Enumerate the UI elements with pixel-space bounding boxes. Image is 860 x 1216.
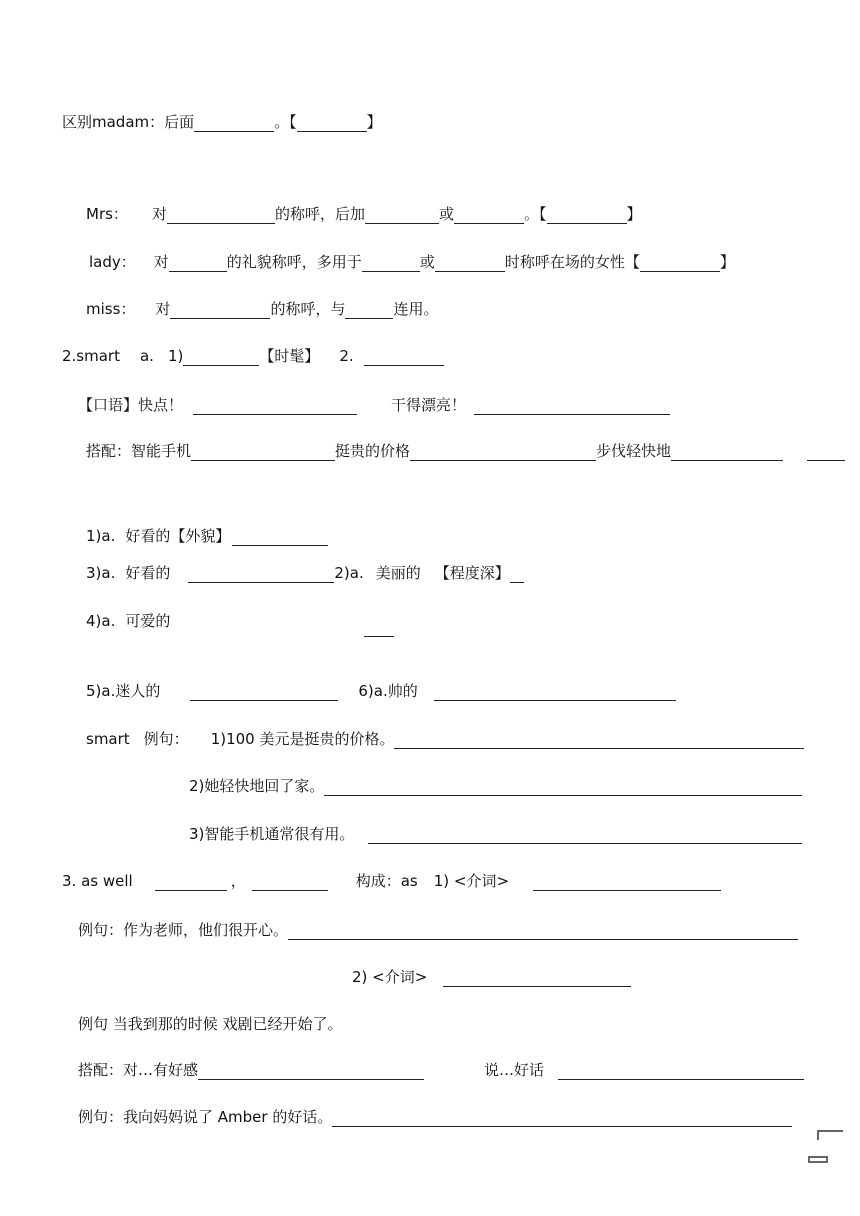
as-example-2-line (78, 1014, 343, 1034)
smart-example-2-line (189, 776, 802, 796)
lady-text-4: 时称呼在场的女性【 (504, 253, 640, 271)
smart-heading: 2.smart (62, 347, 120, 365)
lady-text-2: 的礼貌称呼，多用于 (226, 253, 362, 271)
smart-example-3-text: 3)智能手机通常很有用。 (189, 825, 355, 843)
mrs-blank-2[interactable] (365, 206, 439, 224)
smart-example-3-blank[interactable] (368, 826, 802, 844)
as-well-comma: ， (230, 872, 246, 890)
smart-example-3-line (189, 824, 802, 844)
meaning-2-text: 美丽的 (375, 564, 421, 582)
smart-example-1-text: 1)100 美元是挺贵的价格。 (210, 730, 395, 748)
smart-example-2-blank[interactable] (324, 778, 802, 796)
mrs-line (86, 204, 642, 224)
speak-collocation-2: 说…好话 (484, 1061, 545, 1079)
meaning-4-line (86, 611, 394, 631)
mrs-text-2: 的称呼，后加 (274, 205, 365, 223)
meaning-2-note: 【程度深】 (434, 564, 510, 582)
smart-heading-line (62, 346, 444, 366)
meaning-3-num: 3)a. (86, 564, 116, 582)
smart-example-1-line (86, 729, 804, 749)
madam-blank-1[interactable] (194, 114, 274, 132)
meaning-1-num: 1)a. (86, 527, 116, 545)
speak-collocation-1: 搭配：对…有好感 (78, 1061, 199, 1079)
collocation-blank-3[interactable] (671, 443, 783, 461)
miss-label: miss： (86, 300, 136, 318)
lady-text-5: 】 (719, 253, 735, 271)
as-example-1-text: 例句：作为老师，他们很开心。 (78, 921, 289, 939)
miss-line (86, 299, 438, 319)
collocation-blank-1[interactable] (191, 443, 335, 461)
speak-collocation-line (78, 1060, 804, 1080)
as-prep-1: 1) <介词> (433, 872, 510, 890)
lady-label: lady： (89, 253, 136, 271)
collocation-text-3: 步伐轻快地 (596, 442, 672, 460)
as-well-blank-2[interactable] (252, 873, 328, 891)
speak-example-text: 例句：我向妈妈说了 Amber 的好话。 (78, 1108, 333, 1126)
meaning-4-num: 4)a. (86, 612, 116, 630)
spoken-blank-2[interactable] (474, 397, 670, 415)
as-well-heading: 3. as well (62, 872, 133, 890)
lady-blank-3[interactable] (435, 254, 505, 272)
madam-label: 区别madam：后面 (62, 113, 195, 131)
meaning-4-text: 可爱的 (125, 612, 171, 630)
miss-text-1: 对 (155, 300, 171, 318)
meaning-2-num: 2)a. (334, 564, 364, 582)
smart-sense-1-num: 1) (167, 347, 184, 365)
collocation-blank-2[interactable] (410, 443, 596, 461)
lady-text-3: 或 (419, 253, 435, 271)
collocation-blank-4[interactable] (807, 443, 845, 461)
mrs-text-5: 】 (626, 205, 642, 223)
mrs-text-4: 。【 (523, 205, 547, 223)
meaning-1-line (86, 526, 328, 546)
meaning-1-blank[interactable] (232, 528, 328, 546)
collocation-label: 搭配：智能手机 (86, 442, 192, 460)
mrs-blank-4[interactable] (547, 206, 627, 224)
corner-mark-top (817, 1130, 843, 1140)
meaning-4-blank[interactable] (364, 619, 394, 637)
miss-text-3: 连用。 (393, 300, 439, 318)
meaning-5-line (86, 681, 676, 701)
collocation-line (86, 441, 845, 461)
as-well-line (62, 871, 721, 891)
smart-example-label: 例句： (143, 730, 189, 748)
collocation-text-2: 挺贵的价格 (335, 442, 411, 460)
madam-line (62, 112, 382, 132)
speak-example-blank[interactable] (332, 1109, 792, 1127)
meaning-3-text: 好看的 (125, 564, 171, 582)
smart-sense-1-blank[interactable] (183, 348, 259, 366)
madam-bracket-close: 】 (366, 113, 382, 131)
meaning-5-blank[interactable] (190, 683, 338, 701)
as-example-1-blank[interactable] (288, 922, 798, 940)
meaning-3-line (86, 563, 524, 583)
smart-example-1-blank[interactable] (394, 731, 804, 749)
lady-blank-1[interactable] (169, 254, 227, 272)
mrs-text-1: 对 (151, 205, 167, 223)
mrs-blank-1[interactable] (167, 206, 275, 224)
smart-example-word: smart (86, 730, 130, 748)
speak-collocation-blank-1[interactable] (198, 1062, 424, 1080)
speak-collocation-blank-2[interactable] (558, 1062, 804, 1080)
as-well-blank-1[interactable] (155, 873, 227, 891)
corner-mark-bottom (808, 1156, 828, 1163)
meaning-1-text: 好看的【外貌】 (125, 527, 231, 545)
as-structure: 构成：as (355, 872, 418, 890)
madam-bracket-open: 。【 (274, 113, 297, 131)
as-prep-2-blank[interactable] (443, 969, 631, 987)
madam-blank-2[interactable] (297, 114, 367, 132)
smart-sense-2-blank[interactable] (364, 348, 444, 366)
miss-blank-1[interactable] (170, 301, 270, 319)
miss-blank-2[interactable] (345, 301, 393, 319)
spoken-well-done: 干得漂亮！ (391, 396, 467, 414)
lady-line (89, 252, 735, 272)
speak-example-line (78, 1107, 792, 1127)
lady-blank-2[interactable] (362, 254, 420, 272)
mrs-label: Mrs： (86, 205, 128, 223)
meaning-5-text: 5)a.迷人的 (86, 682, 161, 700)
spoken-hurry: 【口语】快点！ (78, 396, 184, 414)
smart-example-2-text: 2)她轻快地回了家。 (189, 777, 325, 795)
mrs-text-3: 或 (438, 205, 454, 223)
smart-sense-2-num: 2. (339, 347, 354, 365)
as-prep-2: 2) <介词> (352, 968, 428, 986)
lady-blank-4[interactable] (640, 254, 720, 272)
mrs-blank-3[interactable] (454, 206, 524, 224)
as-example-2-text: 例句 当我到那的时候 戏剧已经开始了。 (78, 1015, 343, 1033)
as-prep-1-blank[interactable] (533, 873, 721, 891)
as-example-1-line (78, 920, 798, 940)
smart-sense-1-note: 【时髦】 (259, 347, 320, 365)
meaning-6-blank[interactable] (434, 683, 676, 701)
meaning-2-blank[interactable] (510, 565, 524, 583)
lady-text-1: 对 (153, 253, 169, 271)
as-prep-2-line (352, 967, 631, 987)
meaning-3-blank[interactable] (188, 565, 334, 583)
miss-text-2: 的称呼，与 (270, 300, 346, 318)
smart-pos: a. (139, 347, 154, 365)
meaning-6-text: 6)a.帅的 (358, 682, 418, 700)
spoken-blank-1[interactable] (193, 397, 357, 415)
spoken-line (78, 395, 670, 415)
